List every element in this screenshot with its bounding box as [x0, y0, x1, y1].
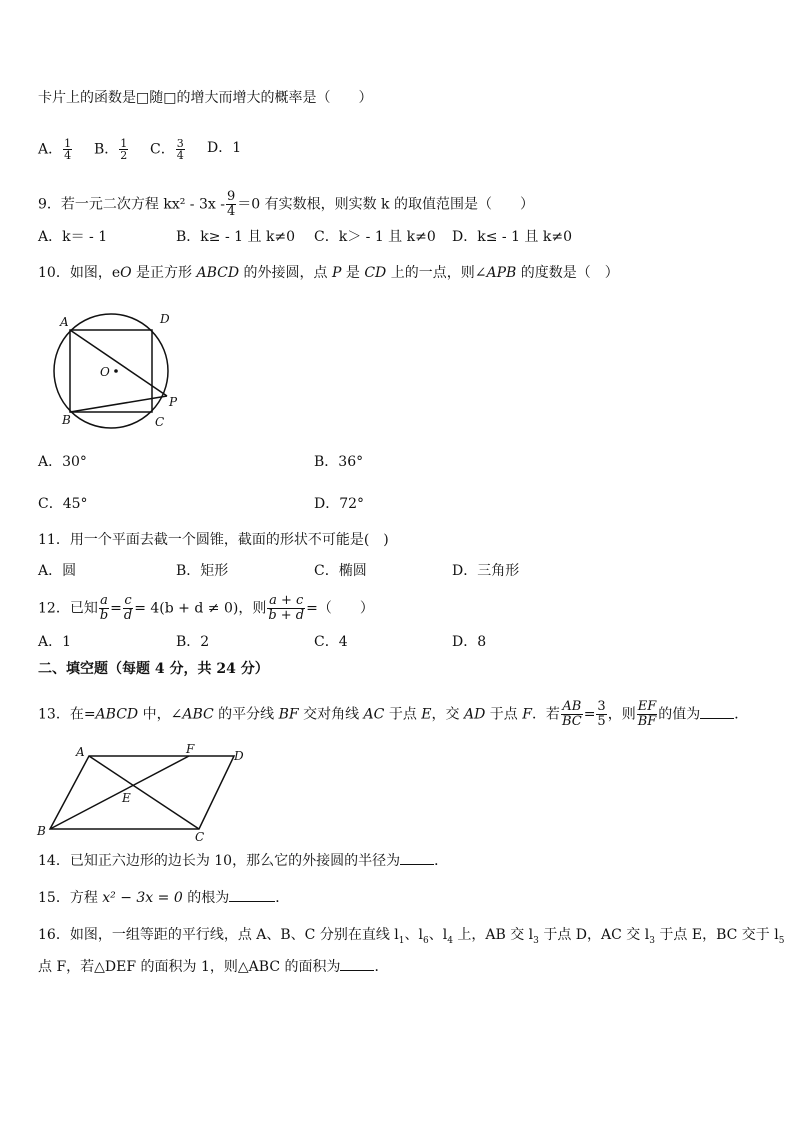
square-abcd	[70, 330, 152, 412]
q12-option-a: A．1	[38, 634, 72, 650]
label-f: F	[186, 742, 195, 756]
q12-option-d: D．8	[452, 634, 487, 650]
q12-option-c: C．4	[314, 634, 348, 650]
q10-stem: 10．如图，eO 是正方形 ABCD 的外接圆，点 P 是 CD 上的一点，则∠APB 的度数是（ ）	[38, 265, 619, 281]
q12-option-b: B．2	[176, 634, 210, 650]
q8-option-d: D．1	[207, 140, 242, 156]
q13-figure	[34, 742, 254, 844]
q11-option-b: B．矩形	[176, 563, 229, 579]
label-p: P	[169, 395, 178, 409]
q16-stem-line2: 点 F，若△DEF 的面积为 1，则△ABC 的面积为 ．	[38, 956, 388, 977]
parallelogram-abcd	[50, 756, 234, 829]
q14-stem: 14．已知正六边形的边长为 10，那么它的外接圆的半径为 ．	[38, 850, 448, 871]
q11-option-c: C．椭圆	[314, 563, 367, 579]
center-dot	[114, 369, 118, 373]
q10-option-d: D．72°	[314, 496, 365, 512]
q14-answer-blank[interactable]	[400, 850, 434, 865]
label-a: A	[76, 745, 85, 759]
q15-answer-blank[interactable]	[229, 887, 275, 902]
diagonal-ac	[89, 756, 199, 829]
label-b: B	[37, 824, 46, 838]
q13-stem: 13．在=ABCD 中，∠ABC 的平分线 BF 交对角线 AC 于点 E，交 AD 于点 F．若 $\frac{AB}{BC}$ = $\frac{3}{5}$ ，则 $\frac{EF}{BF}$ 的值为 ．	[38, 699, 749, 729]
q9-option-d: D．k≤ - 1 且 k≠0	[452, 229, 572, 245]
q9-option-b: B．k≥ - 1 且 k≠0	[176, 229, 296, 245]
q8-stem: 卡片上的函数是□随□的增大而增大的概率是（ ）	[38, 90, 373, 106]
q9-option-c: C．k＞ - 1 且 k≠0	[314, 229, 436, 245]
label-o: O	[100, 365, 110, 379]
q9-stem: 9．若一元二次方程 kx² - 3x - $\frac{9}{4}$ ＝0 有实数根，则实数 k 的取值范围是（ ）	[38, 189, 534, 219]
section-title: 二、填空题（每题 4 分，共 24 分）	[38, 661, 269, 677]
q11-option-d: D．三角形	[452, 563, 520, 579]
q16-stem-line1: 16．如图，一组等距的平行线，点 A、B、C 分别在直线 $l_1$、$l_6$、$l_4$ 上，AB 交 $l_3$ 于点 D，AC 交 $l_3$ 于点 E，BC 交于 $l_5$	[38, 927, 785, 946]
q8-option-a: A． $\frac{1}{4}$	[38, 137, 72, 162]
label-d: D	[160, 312, 170, 326]
q10-figure	[50, 308, 190, 434]
q11-option-a: A．圆	[38, 563, 77, 579]
q8-option-b: B． $\frac{1}{2}$	[94, 137, 128, 162]
q16-answer-blank[interactable]	[340, 956, 374, 971]
q8-option-c: C． $\frac{3}{4}$	[150, 137, 184, 162]
q9-option-a: A．k＝ - 1	[38, 229, 108, 245]
q10-option-c: C．45°	[38, 496, 88, 512]
label-e: E	[122, 791, 131, 805]
q11-stem: 11．用一个平面去截一个圆锥，截面的形状不可能是( )	[38, 532, 389, 548]
label-c: C	[155, 415, 165, 429]
label-b: B	[62, 413, 71, 427]
q12-stem: 12．已知 $\frac{a}{b}$ = $\frac{c}{d}$ = 4(b + d ≠ 0)，则 $\frac{a + c}{b + d}$ =（ ）	[38, 593, 374, 623]
q13-answer-blank[interactable]	[700, 704, 734, 719]
label-c: C	[195, 830, 205, 844]
q10-option-a: A．30°	[38, 454, 87, 470]
segment-bf	[50, 756, 189, 829]
label-a: A	[60, 315, 69, 329]
q10-option-b: B．36°	[314, 454, 364, 470]
label-d: D	[234, 749, 244, 763]
q15-stem: 15．方程 x² − 3x = 0 的根为 ．	[38, 887, 289, 908]
